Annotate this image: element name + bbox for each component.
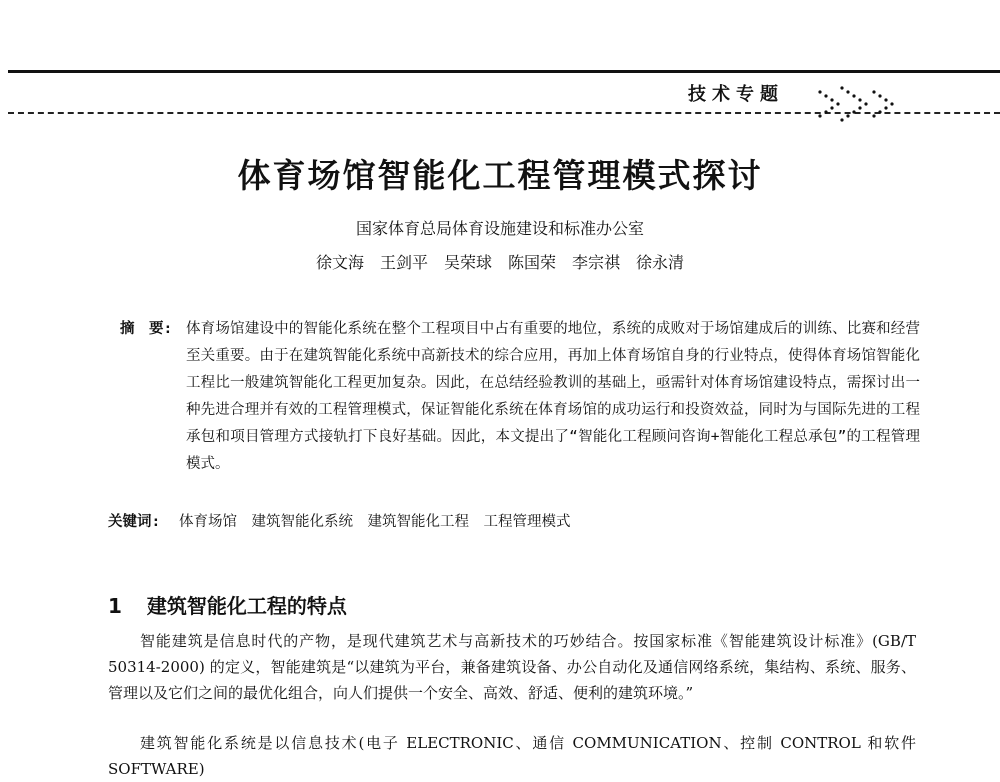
keywords-label: 关键词:	[108, 514, 161, 530]
article-title: 体育场馆智能化工程管理模式探讨	[237, 156, 763, 195]
abstract-text: 体育场馆建设中的智能化系统在整个工程项目中占有重要的地位，系统的成败对于场馆建成后的训练、比赛和经营至关重要。由于在建筑智能化系统中高新技术的综合应用，再加上体育场馆自身的行业特点，使得体育场馆智能化工程比一般建筑智能化工程更加复杂。因此，在总结经验教训的基础上，亟需针对体育场馆建设特点，需探讨出一种先进合理并有效的工程管理模式，保证智能化系统在体育场馆的成功运行和投资效益，同时为与国际先进的工程承包和项目管理方式接轨打下良好基础。因此，本文提出了“智能化工程顾问咨询+智能化工程总承包”的工程管理模式。	[186, 321, 920, 472]
section-heading	[108, 590, 347, 619]
keywords-block	[108, 510, 570, 531]
body-paragraph-1: 智能建筑是信息时代的产物，是现代建筑艺术与高新技术的巧妙结合。按国家标准《智能建筑设计标准》(GB/T 50314-2000) 的定义，智能建筑是“以建筑为平台，兼备建筑设备、办公自动化及通信网络系统，集结构、系统、服务、管理以及它们之间的最优化组合，向人们提供一个安全、高效、舒适、便利的建筑环境。”	[108, 632, 916, 702]
author-list: 徐文海 王剑平 吴荣球 陈国荣 李宗祺 徐永清	[315, 253, 684, 272]
keywords-text: 体育场馆 建筑智能化系统 建筑智能化工程 工程管理模式	[178, 514, 571, 530]
section-number: 1	[108, 594, 122, 618]
section-title: 建筑智能化工程的特点	[146, 594, 347, 618]
body-paragraph-2: 建筑智能化系统是以信息技术(电子 ELECTRONIC、通信 COMMUNICATION、控制 CONTROL 和软件 SOFTWARE)	[108, 734, 916, 778]
abstract-label: 摘 要:	[120, 321, 173, 337]
chevron-arrows-icon	[812, 80, 922, 130]
header-rule-solid	[8, 70, 1000, 73]
author-affiliation: 国家体育总局体育设施建设和标准办公室	[355, 219, 644, 238]
section-label: 技术专题	[688, 84, 784, 105]
abstract-block	[120, 316, 920, 478]
